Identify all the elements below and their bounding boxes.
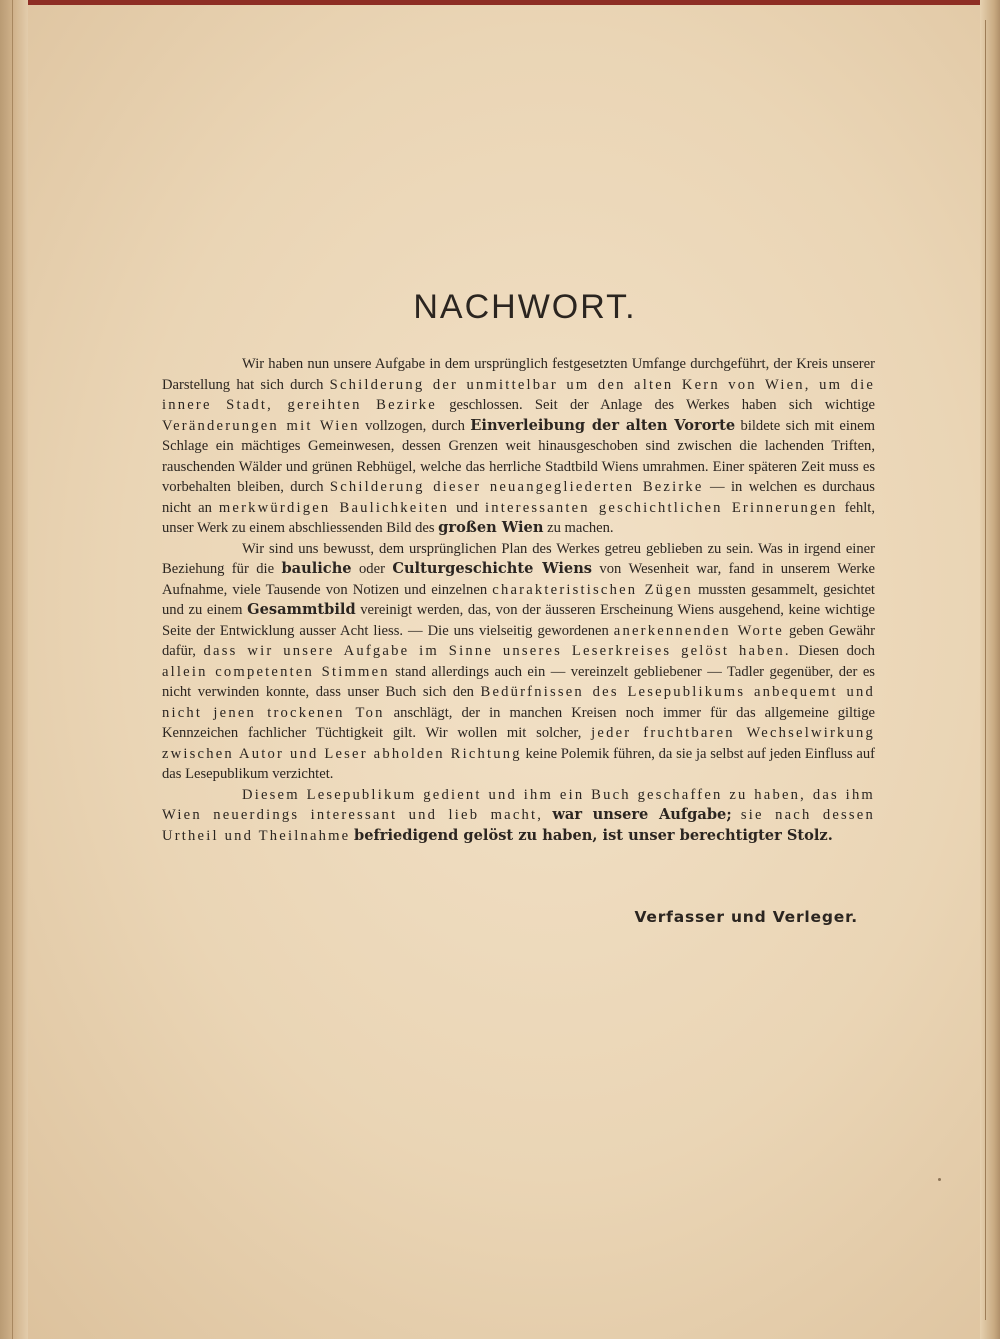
blackletter-emphasis: großen Wien	[438, 519, 544, 536]
spaced-emphasis: Bedürfnissen des Lesepublikums anbequemt und nicht jenen trockenen Ton	[162, 684, 875, 721]
spaced-emphasis: Veränderungen mit Wien	[162, 417, 360, 434]
text-run: vereinigt werden, das, von der äusseren Erscheinung Wiens ausgehend, keine wichtige Seite der Entwicklung ausser Acht liess. — Die uns vielseitig gewordenen	[162, 602, 875, 639]
text-run: — in welchen es durchaus nicht an	[162, 479, 875, 516]
text-run: Diesen doch	[790, 643, 875, 659]
text-run: zu machen.	[543, 520, 614, 536]
body-text	[162, 354, 875, 846]
spaced-emphasis: merkwürdigen Baulichkeiten	[218, 499, 450, 516]
text-run: keine Polemik führen, da sie ja selbst auf jeden Einfluss auf das Lesepublikum verzichtet.	[162, 745, 876, 782]
text-run: geben Gewähr dafür,	[162, 622, 875, 659]
blackletter-emphasis: Einverleibung der alten Vororte	[470, 416, 736, 434]
blackletter-emphasis: bauliche	[281, 560, 352, 577]
text-run	[543, 807, 552, 823]
paragraph-1	[162, 354, 875, 539]
blackletter-emphasis: befriedigend gelöst zu haben, ist unser berechtigter Stolz.	[354, 826, 833, 844]
paragraph-2	[162, 539, 875, 785]
spaced-emphasis: charakteristischen Zügen	[492, 581, 693, 598]
spaced-emphasis: interessanten geschichtlichen Erinnerungen	[484, 499, 838, 516]
blackletter-emphasis: war unsere Aufgabe;	[552, 806, 732, 823]
text-run: von Wesenheit war, fand in unserem Werke Aufnahme, viele Tausende von Notizen und einzelnen	[162, 561, 875, 598]
blackletter-emphasis: Gesammtbild	[247, 601, 356, 618]
page-title: NACHWORT.	[413, 288, 637, 326]
blackletter-emphasis: Culturgeschichte Wiens	[392, 560, 593, 577]
binding-gutter	[0, 0, 28, 1339]
text-run: anschlägt, der in manchen Kreisen noch immer für das allgemeine giltige Kennzeichen fachlicher Tüchtigkeit gilt. Wir wollen mit solcher,	[162, 704, 875, 741]
text-run: bildete sich mit einem Schlage ein mächtiges Gemeinwesen, dessen Grenzen weit hinausgeschoben sind zwischen die lachenden Triften, rauschenden Wälder und grünen Rebhügel, welche das herrliche Stadtbild Wiens umrahmen. Einer späteren Zeit muss es vorbehalten bleiben, durch	[162, 417, 876, 495]
spaced-emphasis: Schilderung dieser neuangegliederten Bezirke	[329, 479, 704, 495]
text-run: fehlt, unser Werk zu einem abschliessenden Bild des	[162, 499, 875, 536]
spaced-emphasis: allein competenten Stimmen	[162, 663, 390, 680]
text-run: Wir sind uns bewusst, dem ursprünglichen Plan des Werkes getreu geblieben zu sein. Was in irgend einer Beziehung für die	[162, 540, 875, 577]
paragraph-3	[162, 785, 875, 847]
spaced-emphasis: Schilderung der unmittelbar um den alten Kern von Wien, um die innere Stadt, gereihten Bezirke	[162, 376, 876, 413]
spaced-emphasis: jeder fruchtbaren Wechselwirkung zwischen Autor und Leser abholden Richtung	[162, 725, 875, 762]
text-run: stand allerdings auch ein — vereinzelt gebliebener — Tadler gegenüber, der es nicht verwinden konnte, dass unser Buch sich den	[162, 663, 875, 700]
paper-spot	[938, 1178, 941, 1181]
page-edge-right	[980, 0, 1000, 1339]
text-run: und	[449, 499, 485, 516]
text-run: Wir haben nun unsere Aufgabe in dem ursprünglich festgesetzten Umfange durchgeführt, der Kreis unserer Darstellung hat sich durch	[162, 356, 875, 393]
gutter-line	[12, 0, 13, 1339]
text-run: vollzogen, durch	[359, 417, 471, 434]
text-run: geschlossen. Seit der Anlage des Werkes haben sich wichtige	[436, 397, 875, 413]
text-run	[732, 807, 741, 823]
page-edge-line	[985, 20, 986, 1320]
spaced-emphasis: sie nach dessen Urtheil und Theilnahme	[162, 807, 875, 844]
spaced-emphasis: dass wir unsere Aufgabe im Sinne unseres Leserkreises gelöst haben.	[203, 643, 791, 659]
text-run: oder	[351, 561, 393, 577]
signature: Verfasser und Verleger.	[634, 908, 858, 926]
top-edge	[0, 0, 1000, 5]
text-run: mussten gesammelt, gesichtet und zu einem	[162, 581, 875, 618]
spaced-emphasis: Diesem Lesepublikum gedient und ihm ein Buch geschaffen zu haben, das ihm Wien neuerdings interessant und lieb macht,	[162, 786, 875, 823]
spaced-emphasis: anerkennenden Worte	[613, 622, 784, 639]
